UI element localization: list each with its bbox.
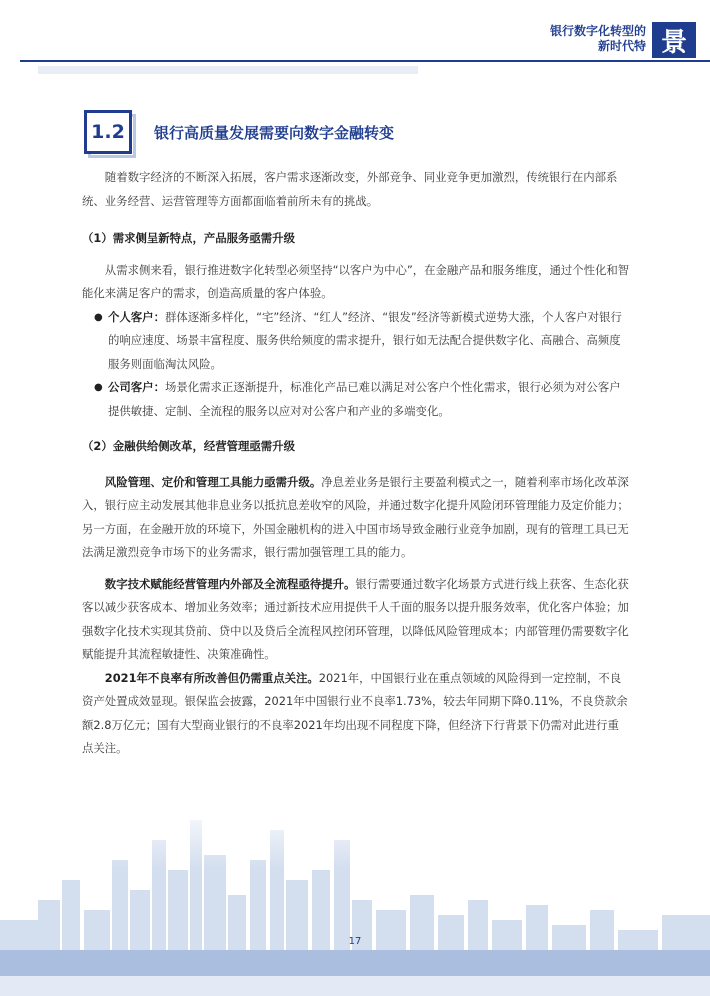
sub-heading-2: （2）金融供给侧改革，经营管理亟需升级 (82, 439, 295, 453)
section-number-box (84, 110, 140, 154)
bullet-body: 群体逐渐多样化，“宅”经济、“红人”经济、“银发”经济等新模式逆势大涨，个人客户对银行的响应速度、场景丰富程度、服务供给频度的需求提升，银行如无法配合提供数字化、高融合、高频度服务则面临淘汰风险。 (108, 309, 622, 371)
section-heading (84, 110, 394, 154)
sub2-paragraph-risk (82, 471, 630, 565)
bullet-dot-icon: ● (94, 311, 103, 323)
paragraph-lead: 数字技术赋能经营管理内外部及全流程亟待提升。 (104, 576, 356, 591)
bullet-body: 场景化需求正逐渐提升，标准化产品已难以满足对公客户个性化需求，银行必须为对公客户提供敏捷、定制、全流程的服务以应对对公客户和产业的多端变化。 (108, 380, 621, 418)
paragraph-lead: 风险管理、定价和管理工具能力亟需升级。 (104, 474, 322, 489)
header-emblem-icon: 景 (652, 22, 696, 58)
section-number: 1.2 (84, 110, 132, 154)
header-title-line2: 新时代特 (597, 39, 646, 53)
header-faint-band (38, 66, 418, 74)
body-content (82, 166, 630, 761)
intro-paragraph: 随着数字经济的不断深入拓展，客户需求逐渐改变，外部竞争、同业竞争更加激烈，传统银行在内部系统、业务经营、运营管理等方面都面临着前所未有的挑战。 (82, 170, 618, 208)
header-title-line1: 银行数字化转型的 (549, 24, 646, 38)
bullet-text (108, 376, 630, 423)
bullet-corporate (82, 376, 630, 423)
paragraph-body: 2021年，中国银行业在重点领域的风险得到一定控制，不良资产处置成效显现。银保监会披露，2021年中国银行业不良率1.73%，较去年同期下降0.11%，不良贷款余额2.8万亿元；国有大型商业银行的不良率2021年均出现不同程度下降，但经济下行背景下仍需对此进行重点关注。 (82, 670, 628, 755)
page-number: 17 (348, 936, 362, 947)
bullet-label: 公司客户： (108, 380, 165, 394)
sub1-paragraph: 从需求侧来看，银行推进数字化转型必须坚持“以客户为中心”，在金融产品和服务维度，通过个性化和智能化来满足客户的需求，创造高质量的客户体验。 (82, 262, 630, 300)
paragraph-lead: 2021年不良率有所改善但仍需重点关注。 (104, 670, 319, 685)
page-header (0, 0, 710, 66)
bullet-dot-icon: ● (94, 382, 103, 393)
city-skyline-illustration (0, 800, 710, 996)
section-title: 银行高质量发展需要向数字金融转变 (154, 123, 395, 142)
sub-heading-1: （1）需求侧呈新特点，产品服务亟需升级 (82, 231, 295, 245)
sub2-paragraph-digital (82, 573, 630, 667)
bullet-personal (82, 306, 630, 377)
paragraph-body: 净息差业务是银行主要盈利模式之一，随着利率市场化改革深入，银行应主动发展其他非息业务以抵抗息差收窄的风险，并通过数字化提升风险闭环管理能力及定价能力；另一方面，在金融开放的环境下，外国金融机构的进入中国市场导致金融行业竞争加剧，现有的管理工具已无法满足激烈竞争市场下的业务需求，银行需加强管理工具的能力。 (82, 474, 629, 559)
sub2-paragraph-npl (82, 667, 630, 761)
header-divider (20, 60, 710, 62)
bullet-text (108, 306, 630, 377)
bullet-label: 个人客户： (108, 309, 165, 324)
header-title (550, 24, 646, 54)
paragraph-body: 银行需要通过数字化场景方式进行线上获客、生态化获客以减少获客成本、增加业务效率；通过新技术应用提供千人千面的服务以提升服务效率，优化客户体验；加强数字化技术实现其贷前、贷中以及贷后全流程风控闭环管理，以降低风险管理成本；内部管理仍需要数字化赋能提升其流程敏捷性、决策准确性。 (82, 576, 629, 661)
